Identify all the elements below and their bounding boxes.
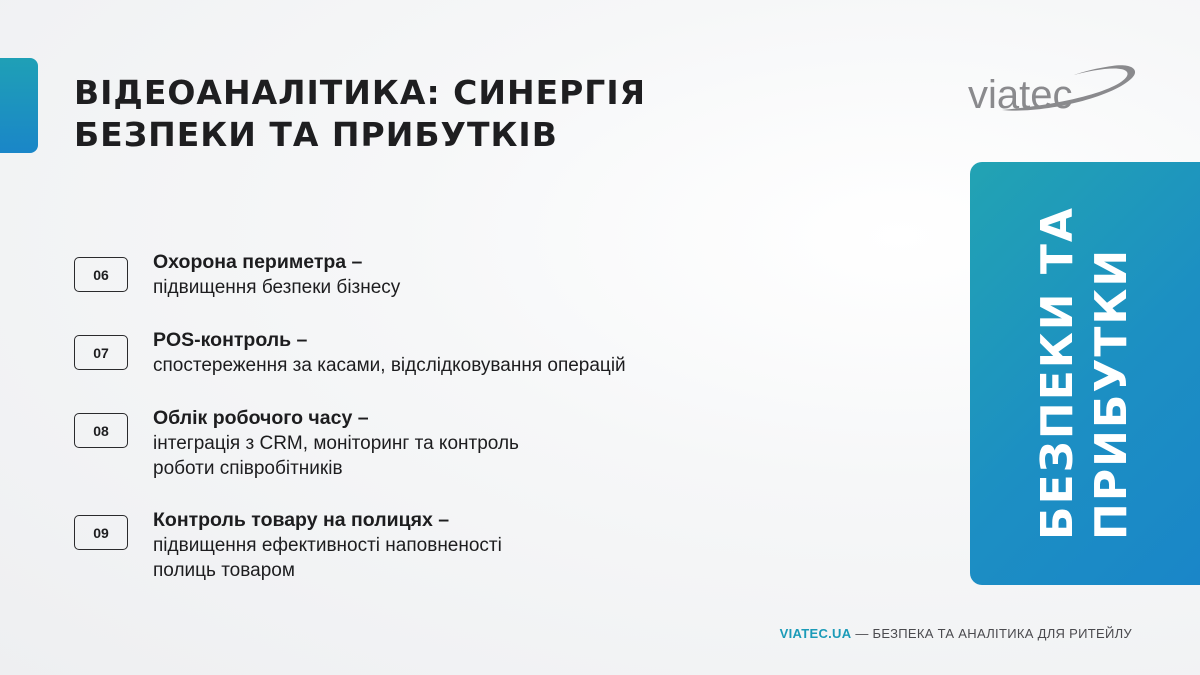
item-description-line: роботи співробітників: [153, 458, 343, 479]
side-panel-text: [1031, 206, 1139, 540]
item-description-line: підвищення безпеки бізнесу: [153, 277, 401, 298]
item-heading: Охорона периметра –: [153, 251, 363, 273]
item-number-badge: 09: [74, 515, 128, 550]
item-description-line: підвищення ефективності наповненості: [153, 535, 502, 556]
title-line-1: ВІДЕОАНАЛІТИКА: СИНЕРГІЯ: [74, 73, 647, 112]
page-title: [74, 72, 646, 156]
item-description-line: полиць товаром: [153, 560, 295, 581]
item-number-badge: 07: [74, 335, 128, 370]
item-description: [153, 533, 713, 583]
side-panel-line-1: БЕЗПЕКИ ТА: [1032, 206, 1083, 540]
item-heading: POS-контроль –: [153, 329, 308, 351]
footer-site-link[interactable]: VIATEC.UA: [779, 626, 852, 641]
item-heading: Контроль товару на полицях –: [153, 509, 450, 531]
item-description-line: спостереження за касами, відслідковування операцій: [153, 355, 626, 376]
item-description: [153, 431, 713, 481]
footer: [780, 626, 1132, 641]
viatec-logo: [962, 58, 1142, 122]
item-heading: Облік робочого часу –: [153, 407, 369, 429]
accent-tab: [0, 58, 38, 153]
title-line-2: БЕЗПЕКИ ТА ПРИБУТКІВ: [74, 115, 558, 154]
footer-tagline: — БЕЗПЕКА ТА АНАЛІТИКА ДЛЯ РИТЕЙЛУ: [851, 626, 1132, 641]
item-description: [153, 353, 713, 378]
item-number-badge: 06: [74, 257, 128, 292]
side-panel-line-2: ПРИБУТКИ: [1086, 247, 1137, 540]
logo-text: viatec: [968, 73, 1073, 117]
item-number-badge: 08: [74, 413, 128, 448]
item-description-line: інтеграція з CRM, моніторинг та контроль: [153, 433, 519, 454]
item-description: [153, 275, 713, 300]
side-panel: [970, 162, 1200, 585]
